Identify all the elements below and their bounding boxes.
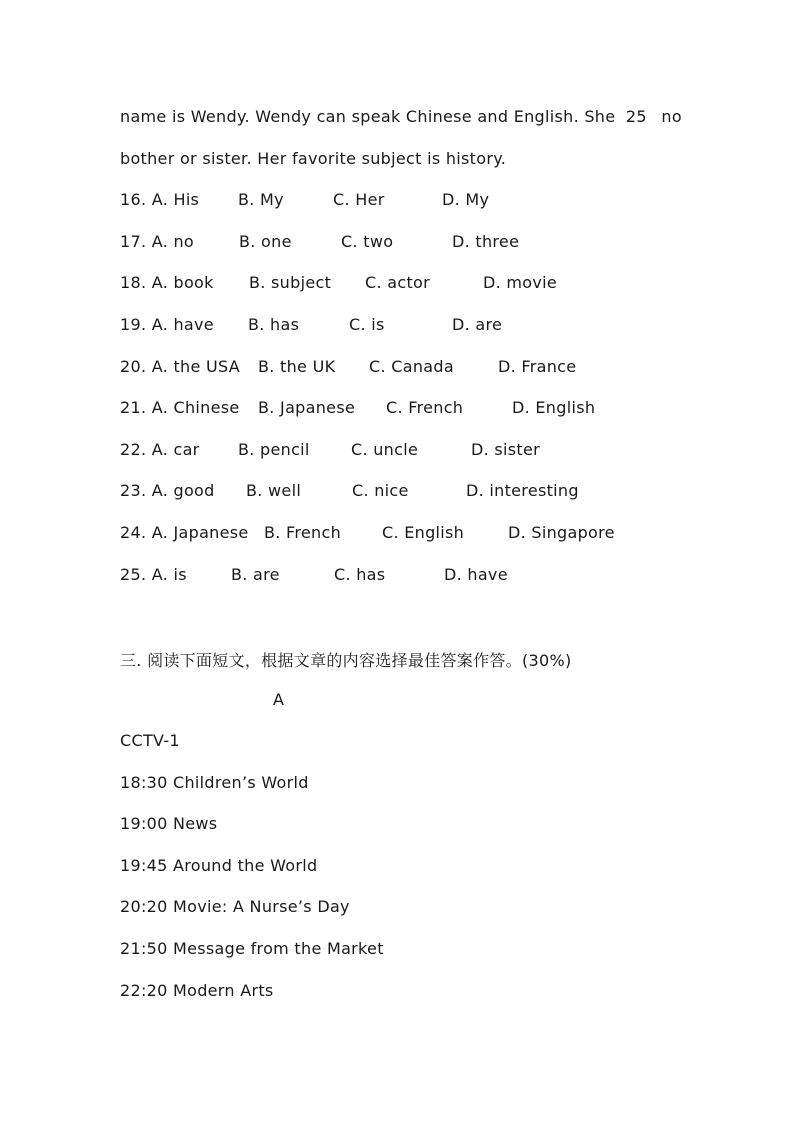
option-b: B. has	[248, 315, 300, 334]
option-a: A. have	[151, 315, 214, 334]
option-d: D. France	[498, 357, 577, 376]
question-18	[120, 273, 214, 292]
option-b: B. pencil	[238, 440, 310, 459]
option-b: B. the UK	[258, 357, 336, 376]
schedule-item: 21:50 Message from the Market	[120, 939, 384, 958]
schedule-item: 19:45 Around the World	[120, 856, 318, 875]
option-c: C. is	[349, 315, 385, 334]
question-number: 22.	[120, 440, 147, 459]
option-c: C. uncle	[351, 440, 419, 459]
option-d: D. interesting	[466, 481, 579, 500]
passage-line-2: bother or sister. Her favorite subject is history.	[120, 149, 507, 168]
option-d: D. have	[444, 565, 508, 584]
question-number: 16.	[120, 190, 147, 209]
schedule-item: 19:00 News	[120, 814, 218, 833]
option-a: A. book	[151, 273, 214, 292]
question-23	[120, 481, 215, 500]
option-c: C. Her	[333, 190, 385, 209]
option-b: B. French	[264, 523, 342, 542]
option-c: C. has	[334, 565, 386, 584]
option-c: C. actor	[365, 273, 430, 292]
schedule-item: 20:20 Movie: A Nurse’s Day	[120, 897, 350, 916]
question-number: 18.	[120, 273, 147, 292]
option-c: C. two	[341, 232, 394, 251]
question-25	[120, 565, 187, 584]
option-d: D. movie	[483, 273, 558, 292]
option-a: A. the USA	[151, 357, 241, 376]
option-b: B. Japanese	[258, 398, 356, 417]
question-24	[120, 523, 249, 542]
option-a: A. Chinese	[151, 398, 240, 417]
question-16	[120, 190, 199, 209]
option-d: D. are	[452, 315, 503, 334]
option-a: A. car	[151, 440, 200, 459]
channel-name: CCTV-1	[120, 731, 180, 750]
option-b: B. My	[238, 190, 284, 209]
question-17	[120, 232, 194, 251]
option-a: A. is	[151, 565, 187, 584]
question-number: 19.	[120, 315, 147, 334]
question-19	[120, 315, 214, 334]
option-b: B. subject	[249, 273, 332, 292]
option-d: D. English	[512, 398, 596, 417]
option-a: A. good	[151, 481, 215, 500]
question-number: 24.	[120, 523, 147, 542]
question-number: 21.	[120, 398, 147, 417]
schedule-item: 18:30 Children’s World	[120, 773, 309, 792]
option-a: A. His	[151, 190, 200, 209]
option-a: A. no	[151, 232, 195, 251]
blank-25: 25	[625, 107, 647, 126]
option-a: A. Japanese	[151, 523, 249, 542]
passage-line-1	[120, 107, 682, 126]
option-d: D. My	[442, 190, 490, 209]
schedule-item: 22:20 Modern Arts	[120, 981, 274, 1000]
option-d: D. three	[452, 232, 520, 251]
passage-line-1-text: name is Wendy. Wendy can speak Chinese and English. She	[120, 107, 616, 126]
option-d: D. Singapore	[508, 523, 615, 542]
option-c: C. Canada	[369, 357, 454, 376]
question-22	[120, 440, 200, 459]
section-heading: 三. 阅读下面短文，根据文章的内容选择最佳答案作答。(30%)	[120, 651, 572, 670]
question-number: 17.	[120, 232, 147, 251]
question-21	[120, 398, 240, 417]
option-c: C. nice	[352, 481, 409, 500]
option-b: B. one	[239, 232, 292, 251]
option-c: C. English	[382, 523, 465, 542]
question-20	[120, 357, 240, 376]
question-number: 20.	[120, 357, 147, 376]
passage-label: A	[273, 690, 285, 709]
question-number: 25.	[120, 565, 147, 584]
option-d: D. sister	[471, 440, 541, 459]
question-number: 23.	[120, 481, 147, 500]
option-b: B. are	[231, 565, 280, 584]
option-c: C. French	[386, 398, 464, 417]
option-b: B. well	[246, 481, 302, 500]
passage-line-1-suffix: no	[661, 107, 682, 126]
